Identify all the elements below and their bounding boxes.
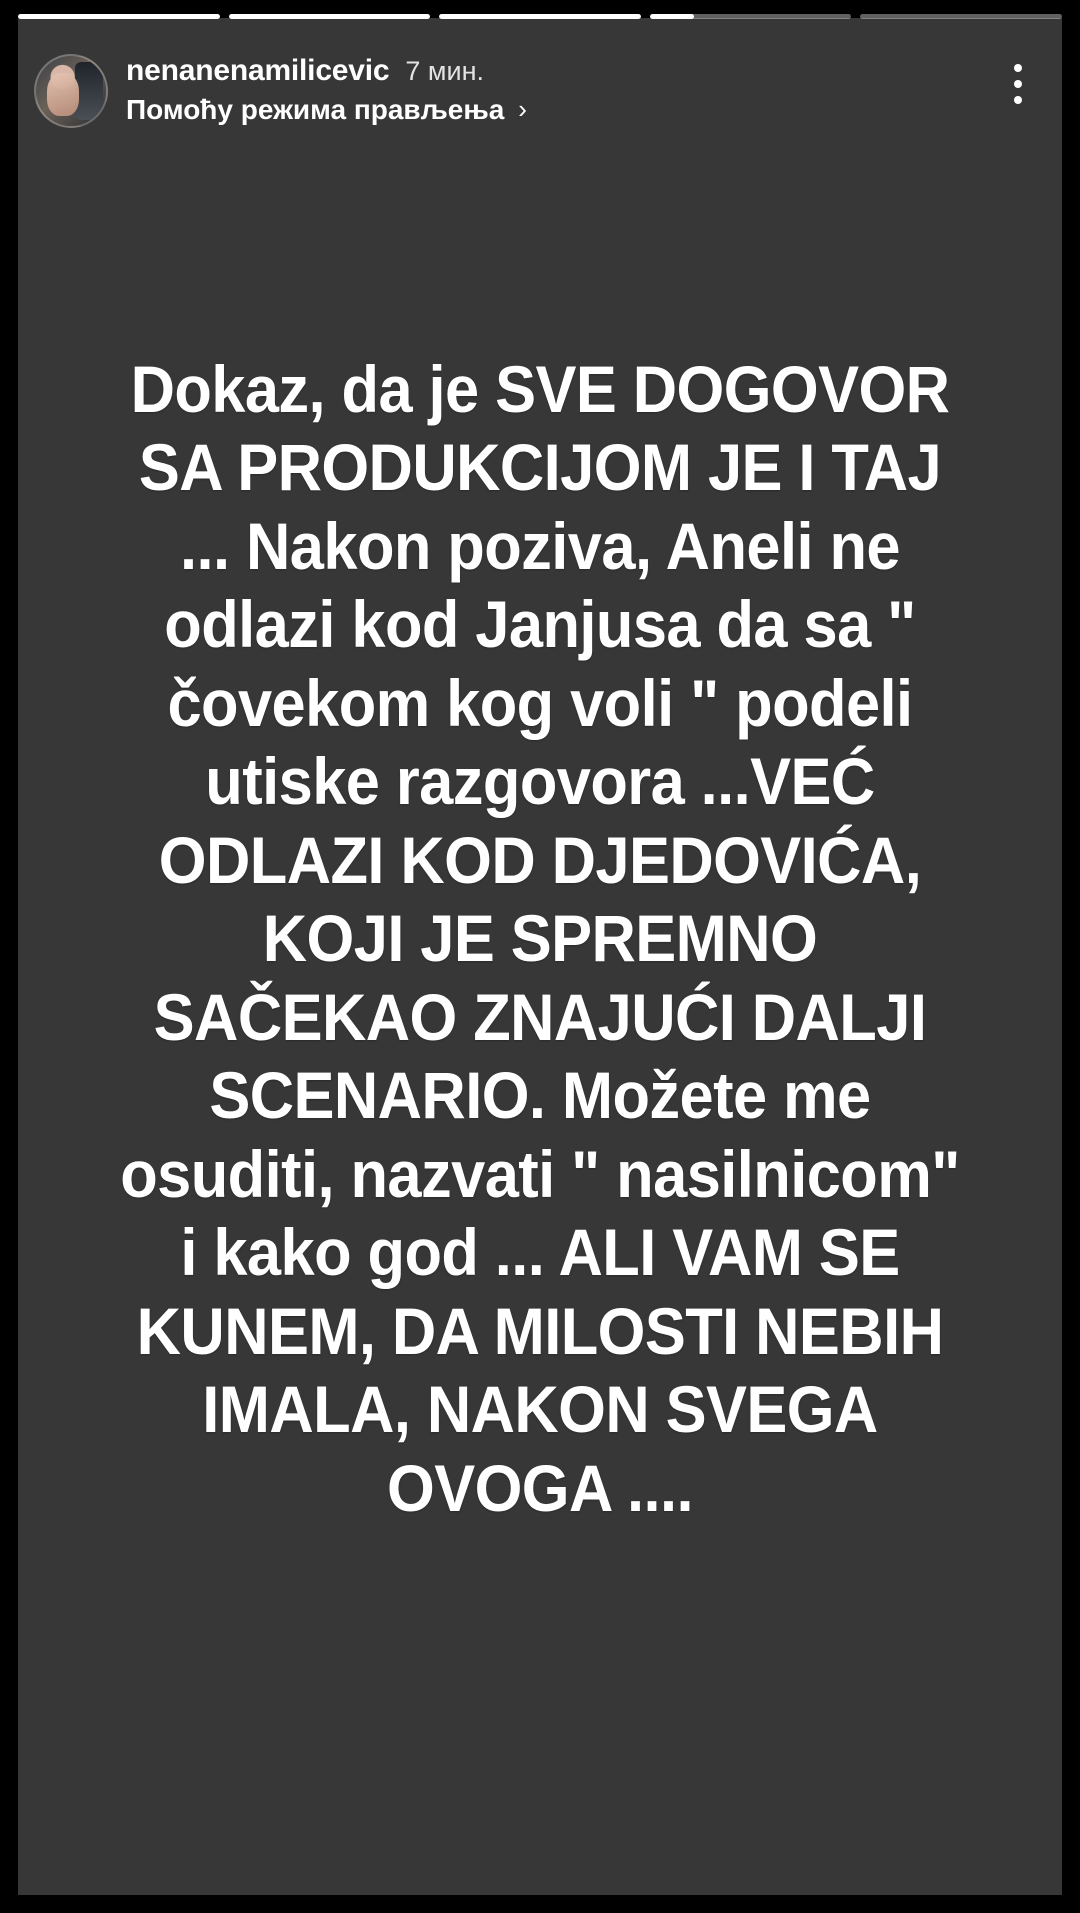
progress-segment-active[interactable] [650, 14, 852, 19]
progress-segment[interactable] [860, 14, 1062, 19]
story-caption-text: Dokaz, da je SVE DOGOVOR SA PRODUKCIJOM JE I TAJ ... Nakon poziva, Aneli ne odlazi kod Janjusa da sa " čovekom kog voli " podeli utiske razgovora ...VEĆ ODLAZI KOD DJEDOVIĆA, KOJI JE SPREMNO SAČEKAO ZNAJUĆI DALJI SCENARIO. Možete me osuditi, nazvati " nasilnicom" i kako god ... ALI VAM SE KUNEM, DA MILOSTI NEBIH IMALA, NAKON SVEGA OVOGA .... [120, 351, 977, 1525]
progress-segment[interactable] [18, 14, 220, 19]
kebab-dot [1014, 80, 1022, 88]
creation-mode-label: Помоћу режима прављења [126, 94, 505, 125]
username[interactable]: nenanenamilicevic [126, 54, 390, 87]
kebab-dot [1014, 96, 1022, 104]
chevron-right-icon: › [518, 94, 527, 124]
kebab-menu-icon[interactable] [996, 52, 1040, 116]
progress-segment[interactable] [439, 14, 641, 19]
header-identity-row [126, 54, 527, 88]
story-progress-bar [18, 14, 1062, 19]
creation-mode-link[interactable] [126, 94, 527, 126]
header-text-group [126, 52, 527, 126]
avatar[interactable] [34, 54, 108, 128]
timestamp: 7 мин. [405, 56, 484, 86]
kebab-dot [1014, 64, 1022, 72]
story-header [18, 38, 1062, 138]
story-caption-area [18, 0, 1062, 1877]
progress-segment[interactable] [229, 14, 431, 19]
